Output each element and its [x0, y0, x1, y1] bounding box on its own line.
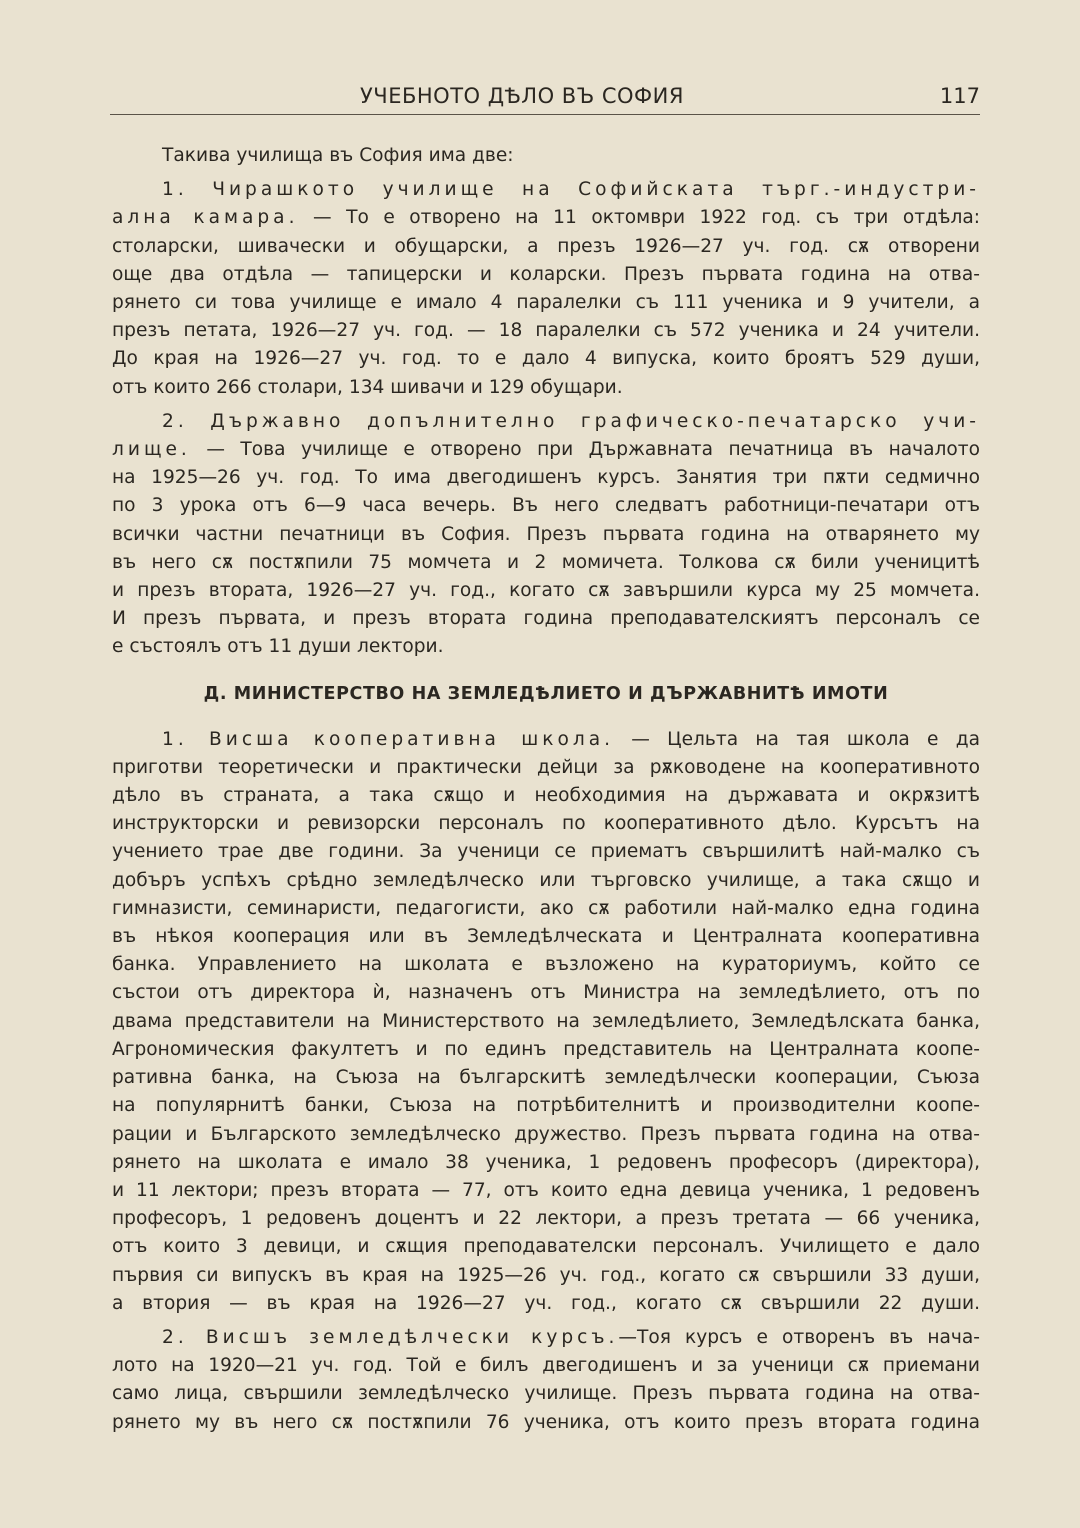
p4-line: рянето му въ него сѫ постѫпили 76 ученика, отъ които презъ втората година — [112, 1411, 980, 1433]
p3-line: приготви теоретически и практически дейци за рѫководене на кооперативното — [112, 756, 980, 778]
p2-line: въ него сѫ постѫпили 75 момчета и 2 момичета. Толкова сѫ били ученицитѣ — [112, 551, 980, 573]
p2-line-1 — [112, 436, 980, 464]
p3-line: състои отъ директора ѝ, назначенъ отъ Министра на земледѣлието, отъ по — [112, 982, 980, 1004]
p3-line: банка. Управлението на школата е възложено на кураториумъ, който се — [112, 954, 980, 976]
p3-line: професоръ, 1 редовенъ доцентъ и 22 лектори, а презъ третата — 66 ученика, — [112, 1208, 980, 1230]
p3-line-0-text: — Цельта на тая школа е да — [614, 728, 980, 750]
p2-line-1-text: — Това училище е отворено при Държавната печатница въ началото — [190, 439, 980, 461]
p4-line-0 — [112, 1324, 980, 1352]
p3-line: инструкторски и ревизорски персоналъ по кооперативното дѣло. Курсътъ на — [112, 813, 980, 835]
p3-line-0 — [112, 726, 980, 754]
p3-line: първия си випускъ въ края на 1925—26 уч. год., когато сѫ свършили 33 души, — [112, 1264, 980, 1286]
section-heading: Д. МИНИСТЕРСТВО НА ЗЕМЛЕДѢЛИЕТО И ДЪРЖАВНИТѢ ИМОТИ — [203, 683, 889, 704]
p3-lead: 1. Висша кооперативна школа. — [162, 728, 615, 750]
p2-line: е състоялъ отъ 11 души лектори. — [112, 636, 444, 658]
p2-line: на 1925—26 уч. год. То има двегодишенъ курсъ. Занятия три пѫти седмично — [112, 467, 980, 489]
p3-line: ративна банка, на Съюза на българскитѣ земледѣлчески кооперации, Съюза — [112, 1067, 980, 1089]
p3-line: Агрономическия факултетъ и по единъ представитель на Централната коопе- — [112, 1038, 980, 1060]
p1-line-1-text: — То е отворено на 11 октомври 1922 год. съ три отдѣла: — [298, 207, 980, 229]
p2-lead: 2. Държавно допълнително графическо-печатарско учи- — [162, 410, 980, 432]
p1-line: рянето си това училище е имало 4 паралелки съ 111 ученика и 9 учители, а — [112, 292, 980, 314]
p2-line: по 3 урока отъ 6—9 часа вечерь. Въ него следватъ работници-печатари отъ — [112, 495, 980, 517]
page-body — [112, 142, 980, 1437]
p3-line: а втория — въ края на 1926—27 уч. год., когато сѫ свършили 22 души. — [112, 1292, 980, 1314]
p3-line: дѣло въ страната, а така сѫщо и необходимия на държавата и окрѫзитѣ — [112, 785, 980, 807]
p3-line: и 11 лектори; презъ втората — 77, отъ които една девица ученика, 1 редовенъ — [112, 1179, 980, 1201]
p4-lead: 2. Висшъ земледѣлчески курсъ. — [162, 1326, 619, 1348]
p4-line: само лица, свършили земледѣлческо училище. Презъ първата година на отва- — [112, 1383, 980, 1405]
running-header — [110, 84, 980, 115]
p3-line: рации и Българското земледѣлческо дружество. Презъ първата година на отва- — [112, 1123, 980, 1145]
p3-line: въ нѣкоя кооперация или въ Земледѣлческата и Централната кооперативна — [112, 926, 980, 948]
p3-line: рянето на школата е имало 38 ученика, 1 редовенъ професоръ (директора), — [112, 1151, 980, 1173]
p1-line: презъ петата, 1926—27 уч. год. — 18 паралелки съ 572 ученика и 24 учители. — [112, 320, 980, 342]
p1-line: столарски, шивачески и обущарски, а презъ 1926—27 уч. год. сѫ отворени — [112, 235, 980, 257]
p2-line: И презъ първата, и презъ втората година преподавателскиятъ персоналъ се — [112, 608, 980, 630]
p1-line-1 — [112, 204, 980, 232]
p3-line: учението трае две години. За ученици се приематъ свършилитѣ най-малко съ — [112, 841, 980, 863]
p1-line: отъ които 266 столари, 134 шивачи и 129 обущари. — [112, 376, 623, 398]
p1-line: още два отдѣла — тапицерски и коларски. Презъ първата година на отва- — [112, 263, 980, 285]
page-number: 117 — [939, 84, 980, 108]
p1-line-0 — [112, 176, 980, 204]
p4-line: лото на 1920—21 уч. год. Той е билъ двегодишенъ и за ученици сѫ приемани — [112, 1355, 980, 1377]
p3-line: на популярнитѣ банки, Съюза на потрѣбителнитѣ и производителни коопе- — [112, 1095, 980, 1117]
p1-lead: 1. Чирашкото училище на Софийската търг.-индустри- — [162, 179, 980, 201]
p3-line: отъ които 3 девици, и сѫщия преподавателски персоналъ. Училището е дало — [112, 1236, 980, 1258]
p3-line: двама представители на Министерството на земледѣлието, Земледѣлската банка, — [112, 1010, 980, 1032]
p3-line: добъръ успѣхъ срѣдно земледѣлческо или търговско училище, а така сѫщо и — [112, 869, 980, 891]
p3-line: гимназисти, семинаристи, педагогисти, ако сѫ работили най-малко една година — [112, 897, 980, 919]
intro-line: Такива училища въ София има две: — [162, 145, 514, 166]
header-title: УЧЕБНОТО ДѢЛО ВЪ СОФИЯ — [360, 84, 684, 108]
p1-line: До края на 1926—27 уч. год. то е дало 4 випуска, които броятъ 529 души, — [112, 348, 980, 370]
p2-line: и презъ втората, 1926—27 уч. год., когато сѫ завършили курса му 25 момчета. — [112, 580, 980, 602]
p4-line-0-text: —Тоя курсъ е отворенъ въ нача- — [618, 1326, 981, 1348]
p2-line: всички частни печатници въ София. Презъ първата година на отварянето му — [112, 523, 980, 545]
p2-lead-cont: лище. — [112, 439, 191, 461]
p2-line-0 — [112, 408, 980, 436]
p1-lead-cont: ална камара. — [112, 207, 299, 229]
